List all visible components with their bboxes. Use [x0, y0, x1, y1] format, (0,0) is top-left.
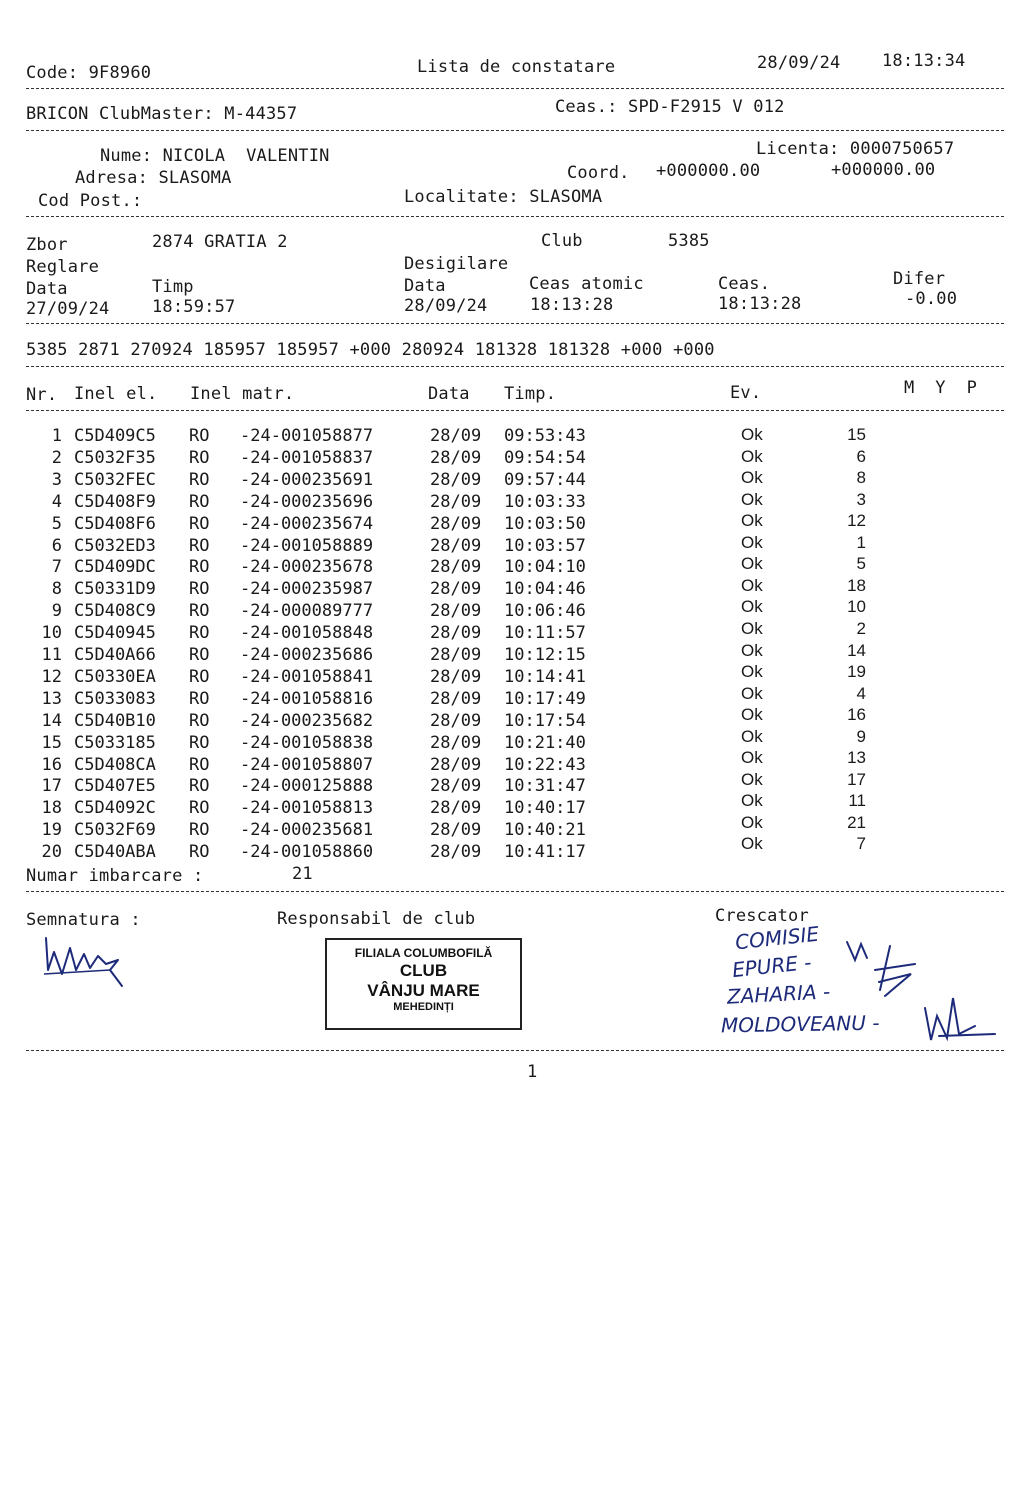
placement: 17	[847, 769, 866, 789]
placement: 16	[847, 705, 866, 725]
owner-address: Adresa: SLASOMA	[75, 168, 232, 188]
table-row	[0, 511, 1024, 536]
signature-scribble	[40, 930, 130, 992]
table-row	[0, 726, 1024, 755]
arrival-time: 10:03:50	[504, 513, 586, 534]
table-row	[0, 618, 1024, 645]
event-status: Ok	[741, 511, 763, 531]
handwritten-line-1: COMISIE	[733, 921, 821, 955]
code-line: 5385 2871 270924 185957 185957 +000 280924 181328 181328 +000 +000	[26, 340, 715, 360]
placement: 4	[856, 683, 866, 703]
electronic-ring: C50331D9	[74, 579, 156, 600]
des-date: 28/09/24	[404, 296, 488, 316]
owner-name: Nume: NICOLA VALENTIN	[100, 146, 330, 166]
placement: 18	[847, 575, 866, 595]
arrival-time: 10:17:54	[504, 710, 586, 731]
arrival-date: 28/09	[430, 645, 482, 665]
arrival-date: 28/09	[430, 820, 482, 841]
arrival-date: 28/09	[430, 535, 482, 556]
stamp-line-3: VÂNJU MARE	[367, 981, 480, 1000]
table-row	[0, 448, 1024, 470]
electronic-ring: C5033185	[74, 732, 156, 753]
placement: 7	[856, 834, 866, 854]
table-row	[0, 575, 1024, 601]
table-row	[0, 769, 1024, 798]
print-time: 18:13:34	[882, 51, 966, 71]
electronic-ring: C5D40945	[74, 623, 156, 644]
arrival-time: 10:06:46	[504, 601, 586, 622]
event-status: Ok	[741, 425, 763, 444]
arrival-date: 28/09	[430, 557, 482, 578]
divider	[26, 130, 1004, 131]
clock-time: 18:13:28	[718, 294, 802, 314]
reglare-label: Reglare	[26, 257, 100, 277]
event-status: Ok	[741, 726, 763, 746]
arrival-date: 28/09	[430, 469, 482, 490]
atomic-clock-label: Ceas atomic	[529, 274, 644, 294]
registration-ring: -24-000235691	[240, 469, 374, 490]
country-code: RO	[189, 842, 210, 863]
handwritten-line-4: MOLDOVEANU -	[720, 1010, 880, 1038]
registration-ring: -24-000125888	[240, 776, 374, 797]
document-code: Code: 9F8960	[26, 63, 152, 83]
registration-ring: -24-000235987	[240, 579, 374, 600]
difference-value: -0.00	[905, 289, 958, 309]
country-code: RO	[189, 710, 210, 731]
row-number: 5	[51, 513, 62, 534]
placement: 9	[856, 726, 866, 746]
arrival-time: 10:17:49	[504, 688, 586, 709]
row-number: 13	[41, 688, 62, 709]
country-code: RO	[189, 579, 210, 600]
registration-ring: -24-001058807	[240, 754, 374, 775]
desigilare-label: Desigilare	[404, 254, 509, 274]
arrival-date: 28/09	[430, 447, 482, 468]
arrival-date: 28/09	[430, 710, 482, 731]
country-code: RO	[189, 623, 210, 644]
placement: 19	[847, 662, 866, 682]
col-nr-header: Nr.	[26, 385, 58, 405]
event-status: Ok	[741, 597, 763, 617]
arrival-date: 28/09	[430, 732, 482, 753]
row-number: 6	[51, 535, 62, 556]
arrival-time: 10:41:17	[504, 842, 586, 863]
arrival-time: 10:40:21	[504, 820, 586, 841]
flight-label: Zbor	[26, 235, 68, 255]
arrival-time: 09:54:54	[504, 447, 586, 468]
arrival-time: 10:31:47	[504, 776, 586, 797]
placement: 1	[856, 532, 866, 552]
registration-ring: -24-001058889	[240, 535, 374, 556]
electronic-ring: C5D408C9	[74, 601, 156, 622]
electronic-ring: C5D40ABA	[74, 842, 156, 863]
arrival-time: 10:11:57	[504, 623, 586, 644]
electronic-ring: C5032F35	[74, 447, 156, 468]
country-code: RO	[189, 601, 210, 622]
event-status: Ok	[741, 640, 763, 660]
event-status: Ok	[741, 618, 763, 638]
difference-label: Difer	[893, 269, 946, 289]
country-code: RO	[189, 732, 210, 753]
placement: 14	[847, 640, 866, 660]
table-row	[0, 554, 1024, 579]
col-data-header: Data	[428, 384, 470, 404]
print-date: 28/09/24	[757, 53, 841, 73]
table-row	[0, 683, 1024, 711]
row-number: 20	[41, 842, 62, 863]
arrival-date: 28/09	[430, 754, 482, 775]
arrival-date: 28/09	[430, 688, 482, 709]
divider	[26, 891, 1004, 892]
country-code: RO	[189, 798, 210, 819]
divider	[26, 323, 1004, 324]
electronic-ring: C50330EA	[74, 666, 156, 687]
event-status: Ok	[741, 705, 763, 725]
arrival-time: 10:40:17	[504, 798, 586, 819]
club-stamp	[325, 938, 522, 1030]
row-number: 15	[41, 732, 62, 753]
table-row	[0, 791, 1024, 820]
placement: 13	[847, 748, 866, 768]
divider	[26, 88, 1004, 89]
arrival-time: 10:12:15	[504, 645, 586, 665]
table-row	[0, 705, 1024, 733]
event-status: Ok	[741, 489, 763, 509]
document-title: Lista de constatare	[417, 57, 616, 77]
registration-ring: -24-001058837	[240, 447, 374, 468]
col-ev-header: Ev.	[730, 383, 762, 403]
handwritten-line-3: ZAHARIA -	[726, 979, 831, 1009]
arrival-date: 28/09	[430, 776, 482, 797]
event-status: Ok	[741, 769, 763, 789]
reg-date-label: Data	[26, 279, 68, 299]
clock-label: Ceas.	[718, 274, 771, 294]
placement: 6	[856, 446, 866, 466]
row-number: 9	[51, 601, 62, 622]
registration-ring: -24-001058813	[240, 798, 374, 819]
event-status: Ok	[741, 812, 763, 832]
postcode-label: Cod Post.:	[38, 191, 143, 211]
des-date-label: Data	[404, 276, 446, 296]
divider	[26, 410, 1004, 411]
event-status: Ok	[741, 791, 763, 811]
event-status: Ok	[741, 468, 763, 488]
electronic-ring: C5D40A66	[74, 645, 156, 665]
electronic-ring: C5D408F6	[74, 513, 156, 534]
locality: Localitate: SLASOMA	[404, 187, 603, 207]
event-status: Ok	[741, 446, 763, 466]
electronic-ring: C5D409C5	[74, 426, 156, 446]
coord-y: +000000.00	[831, 160, 936, 180]
registration-ring: -24-000089777	[240, 601, 374, 622]
registration-ring: -24-001058816	[240, 688, 374, 709]
registration-ring: -24-000235674	[240, 513, 374, 534]
electronic-ring: C5D409DC	[74, 557, 156, 578]
signature-label: Semnatura :	[26, 910, 141, 930]
event-status: Ok	[741, 683, 763, 703]
country-code: RO	[189, 688, 210, 709]
row-number: 7	[51, 557, 62, 578]
registration-ring: -24-001058877	[240, 426, 374, 446]
arrival-time: 10:04:10	[504, 557, 586, 578]
embarked-count-label: Numar imbarcare :	[26, 866, 204, 886]
table-row	[0, 662, 1024, 689]
row-number: 8	[51, 579, 62, 600]
club-label: Club	[541, 231, 583, 251]
coord-x: +000000.00	[656, 161, 761, 181]
placement: 10	[847, 597, 866, 617]
event-status: Ok	[741, 575, 763, 595]
registration-ring: -24-001058860	[240, 842, 374, 863]
arrival-date: 28/09	[430, 491, 482, 512]
country-code: RO	[189, 426, 210, 446]
country-code: RO	[189, 469, 210, 490]
table-row	[0, 812, 1024, 842]
arrival-time: 10:04:46	[504, 579, 586, 600]
registration-ring: -24-000235696	[240, 491, 374, 512]
placement: 12	[847, 511, 866, 531]
arrival-date: 28/09	[430, 579, 482, 600]
club-value: 5385	[668, 231, 710, 251]
electronic-ring: C5032ED3	[74, 535, 156, 556]
embarked-count-value: 21	[292, 864, 313, 884]
reg-time: 18:59:57	[152, 297, 236, 317]
arrival-date: 28/09	[430, 842, 482, 863]
country-code: RO	[189, 776, 210, 797]
arrival-time: 09:53:43	[504, 426, 586, 446]
arrival-date: 28/09	[430, 623, 482, 644]
electronic-ring: C5D408CA	[74, 754, 156, 775]
row-number: 14	[41, 710, 62, 731]
electronic-ring: C5D407E5	[74, 776, 156, 797]
arrival-time: 10:14:41	[504, 666, 586, 687]
row-number: 4	[51, 491, 62, 512]
handwritten-line-2: EPURE -	[730, 949, 813, 983]
country-code: RO	[189, 754, 210, 775]
electronic-ring: C5032F69	[74, 820, 156, 841]
row-number: 18	[41, 798, 62, 819]
row-number: 16	[41, 754, 62, 775]
table-row	[0, 489, 1024, 514]
registration-ring: -24-000235686	[240, 645, 374, 665]
electronic-ring: C5032FEC	[74, 469, 156, 490]
col-inel-matr-header: Inel matr.	[190, 384, 295, 404]
arrival-date: 28/09	[430, 601, 482, 622]
row-number: 12	[41, 666, 62, 687]
event-status: Ok	[741, 554, 763, 574]
row-number: 2	[51, 447, 62, 468]
electronic-ring: C5D40B10	[74, 710, 156, 731]
table-row	[0, 640, 1024, 667]
row-number: 19	[41, 820, 62, 841]
flight-value: 2874 GRATIA 2	[152, 232, 288, 252]
arrival-time: 10:22:43	[504, 754, 586, 775]
table-row	[0, 532, 1024, 558]
stamp-line-1: FILIALA COLUMBOFILĂ	[354, 946, 493, 960]
registration-ring: -24-000235682	[240, 710, 374, 731]
commission-signatures	[835, 930, 1000, 1060]
table-row	[0, 597, 1024, 623]
electronic-ring: C5D408F9	[74, 491, 156, 512]
country-code: RO	[189, 645, 210, 665]
col-inel-el-header: Inel el.	[74, 384, 158, 404]
stamp-line-4: MEHEDINȚI	[393, 1001, 454, 1013]
table-row	[0, 426, 1024, 448]
event-status: Ok	[741, 532, 763, 552]
atomic-time: 18:13:28	[530, 295, 614, 315]
row-number: 17	[41, 776, 62, 797]
country-code: RO	[189, 557, 210, 578]
country-code: RO	[189, 666, 210, 687]
electronic-ring: C5033083	[74, 688, 156, 709]
registration-ring: -24-001058848	[240, 623, 374, 644]
electronic-ring: C5D4092C	[74, 798, 156, 819]
arrival-date: 28/09	[430, 513, 482, 534]
breeder-label: Crescator	[715, 906, 809, 926]
table-row	[0, 470, 1024, 492]
registration-ring: -24-000235678	[240, 557, 374, 578]
event-status: Ok	[741, 834, 763, 854]
registration-ring: -24-000235681	[240, 820, 374, 841]
placement: 2	[856, 618, 866, 638]
licence-number: Licenta: 0000750657	[756, 139, 955, 159]
placement: 3	[856, 489, 866, 509]
arrival-date: 28/09	[430, 798, 482, 819]
placement: 21	[847, 812, 866, 832]
col-myp-header: M Y P	[904, 378, 978, 398]
table-row	[0, 834, 1024, 864]
arrival-time: 09:57:44	[504, 469, 586, 490]
arrival-date: 28/09	[430, 426, 482, 446]
registration-ring: -24-001058841	[240, 666, 374, 687]
table-row	[0, 748, 1024, 777]
row-number: 1	[51, 426, 62, 446]
country-code: RO	[189, 491, 210, 512]
arrival-date: 28/09	[430, 666, 482, 687]
row-number: 10	[41, 623, 62, 644]
stamp-line-2: CLUB	[399, 961, 448, 980]
divider	[26, 216, 1004, 217]
page-number: 1	[527, 1062, 538, 1082]
placement: 15	[847, 425, 866, 444]
arrival-time: 10:03:33	[504, 491, 586, 512]
club-responsible-label: Responsabil de club	[277, 909, 476, 929]
placement: 11	[848, 791, 866, 811]
arrival-time: 10:21:40	[504, 732, 586, 753]
event-status: Ok	[741, 662, 763, 682]
event-status: Ok	[741, 748, 763, 768]
coord-label: Coord.	[567, 163, 630, 183]
row-number: 11	[41, 645, 62, 665]
reg-time-label: Timp	[152, 277, 194, 297]
placement: 8	[856, 468, 866, 488]
country-code: RO	[189, 820, 210, 841]
registration-ring: -24-001058838	[240, 732, 374, 753]
row-number: 3	[51, 469, 62, 490]
country-code: RO	[189, 513, 210, 534]
country-code: RO	[189, 447, 210, 468]
col-timp-header: Timp.	[504, 384, 557, 404]
clubmaster-device: BRICON ClubMaster: M-44357	[26, 104, 298, 124]
country-code: RO	[189, 535, 210, 556]
clock-model: Ceas.: SPD-F2915 V 012	[555, 97, 785, 117]
divider	[26, 1050, 1004, 1051]
reg-date: 27/09/24	[26, 299, 110, 319]
arrival-time: 10:03:57	[504, 535, 586, 556]
divider	[26, 366, 1004, 367]
placement: 5	[856, 554, 866, 574]
